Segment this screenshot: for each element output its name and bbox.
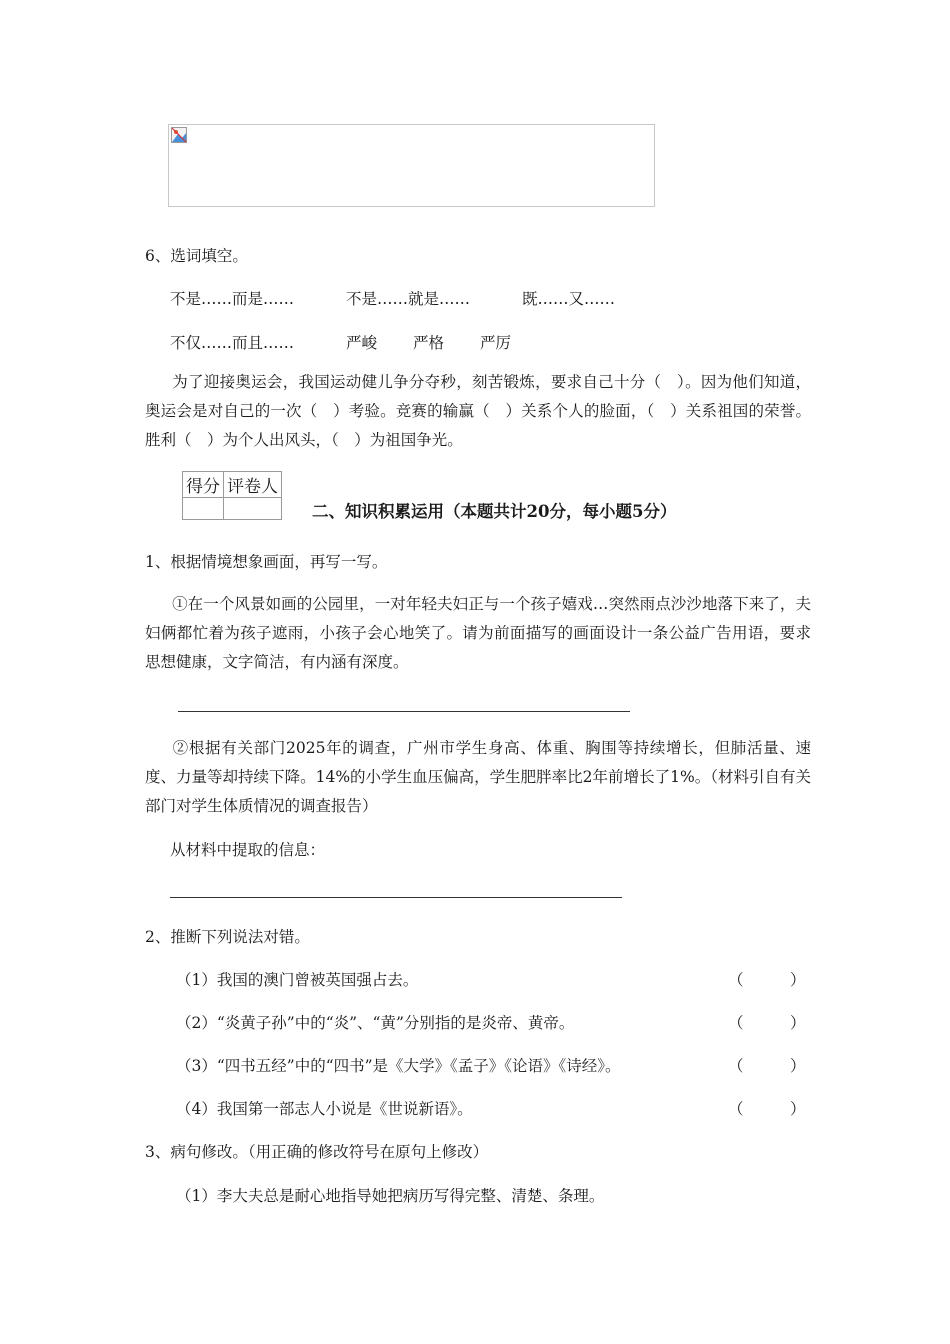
judgement-item: （3）“四书五经”中的“四书”是《大学》《孟子》《论语》《诗经》。 bbox=[176, 1057, 621, 1075]
judgement-item: （2）“炎黄子孙”中的“炎”、“黄”分别指的是炎帝、黄帝。 bbox=[176, 1014, 575, 1032]
word-option: 既……又…… bbox=[522, 290, 616, 308]
word-option: 不仅……而且…… bbox=[170, 334, 295, 352]
q1-part1-wrap bbox=[145, 590, 811, 677]
q3-item: （1）李大夫总是耐心地指导她把病历写得完整、清楚、条理。 bbox=[176, 1187, 605, 1205]
word-option: 不是……就是…… bbox=[346, 290, 471, 308]
judgement-item: （1）我国的澳门曾被英国强占去。 bbox=[176, 971, 419, 989]
broken-image-icon bbox=[171, 127, 187, 143]
q6-passage: 为了迎接奥运会，我国运动健儿争分夺秒，刻苦锻炼，要求自己十分（ ）。因为他们知道，奥运会是对自己的一次（ ）考验。竞赛的输赢（ ）关系个人的脸面，（ ）关系祖国的荣誉。胜利（ ）为个人出风头，（ ）为祖国争光。 bbox=[145, 373, 811, 449]
word-option: 不是……而是…… bbox=[170, 290, 295, 308]
answer-line[interactable] bbox=[170, 897, 622, 898]
q6-title: 6、选词填空。 bbox=[145, 247, 248, 265]
q1-part1: ①在一个风景如画的公园里，一对年轻夫妇正与一个孩子嬉戏…突然雨点沙沙地落下来了，夫妇俩都忙着为孩子遮雨，小孩子会心地笑了。请为前面描写的画面设计一条公益广告用语，要求思想健康，文字简洁，有内涵有深度。 bbox=[145, 595, 811, 671]
word-option: 严峻 bbox=[346, 334, 378, 352]
q1-part2: ②根据有关部门2025年的调查，广州市学生身高、体重、胸围等持续增长，但肺活量、速度、力量等却持续下降。14%的小学生血压偏高，学生肥胖率比2年前增长了1%。（材料引自有关部门对学生体质情况的调查报告） bbox=[145, 739, 811, 815]
q3-title: 3、病句修改。（用正确的修改符号在原句上修改） bbox=[145, 1143, 489, 1161]
answer-line[interactable] bbox=[178, 711, 630, 712]
answer-paren[interactable]: （ ） bbox=[728, 971, 806, 989]
judgement-item: （4）我国第一部志人小说是《世说新语》。 bbox=[176, 1100, 473, 1118]
score-header: 得分 bbox=[183, 472, 224, 498]
answer-paren[interactable]: （ ） bbox=[728, 1014, 806, 1032]
q2-title: 2、推断下列说法对错。 bbox=[145, 928, 310, 946]
extract-prompt: 从材料中提取的信息： bbox=[170, 841, 326, 859]
image-placeholder bbox=[168, 124, 655, 207]
grader-header: 评卷人 bbox=[224, 472, 282, 498]
answer-paren[interactable]: （ ） bbox=[728, 1057, 806, 1075]
section-heading: 二、知识积累运用（本题共计20分，每小题5分） bbox=[312, 502, 677, 521]
word-option: 严格 bbox=[413, 334, 445, 352]
q1-title: 1、根据情境想象画面，再写一写。 bbox=[145, 553, 388, 571]
grader-cell[interactable] bbox=[224, 498, 282, 520]
score-cell[interactable] bbox=[183, 498, 224, 520]
score-table bbox=[182, 471, 282, 520]
answer-paren[interactable]: （ ） bbox=[728, 1100, 806, 1118]
word-option: 严厉 bbox=[480, 334, 512, 352]
q6-passage-wrap bbox=[145, 368, 811, 455]
q1-part2-wrap bbox=[145, 734, 811, 821]
